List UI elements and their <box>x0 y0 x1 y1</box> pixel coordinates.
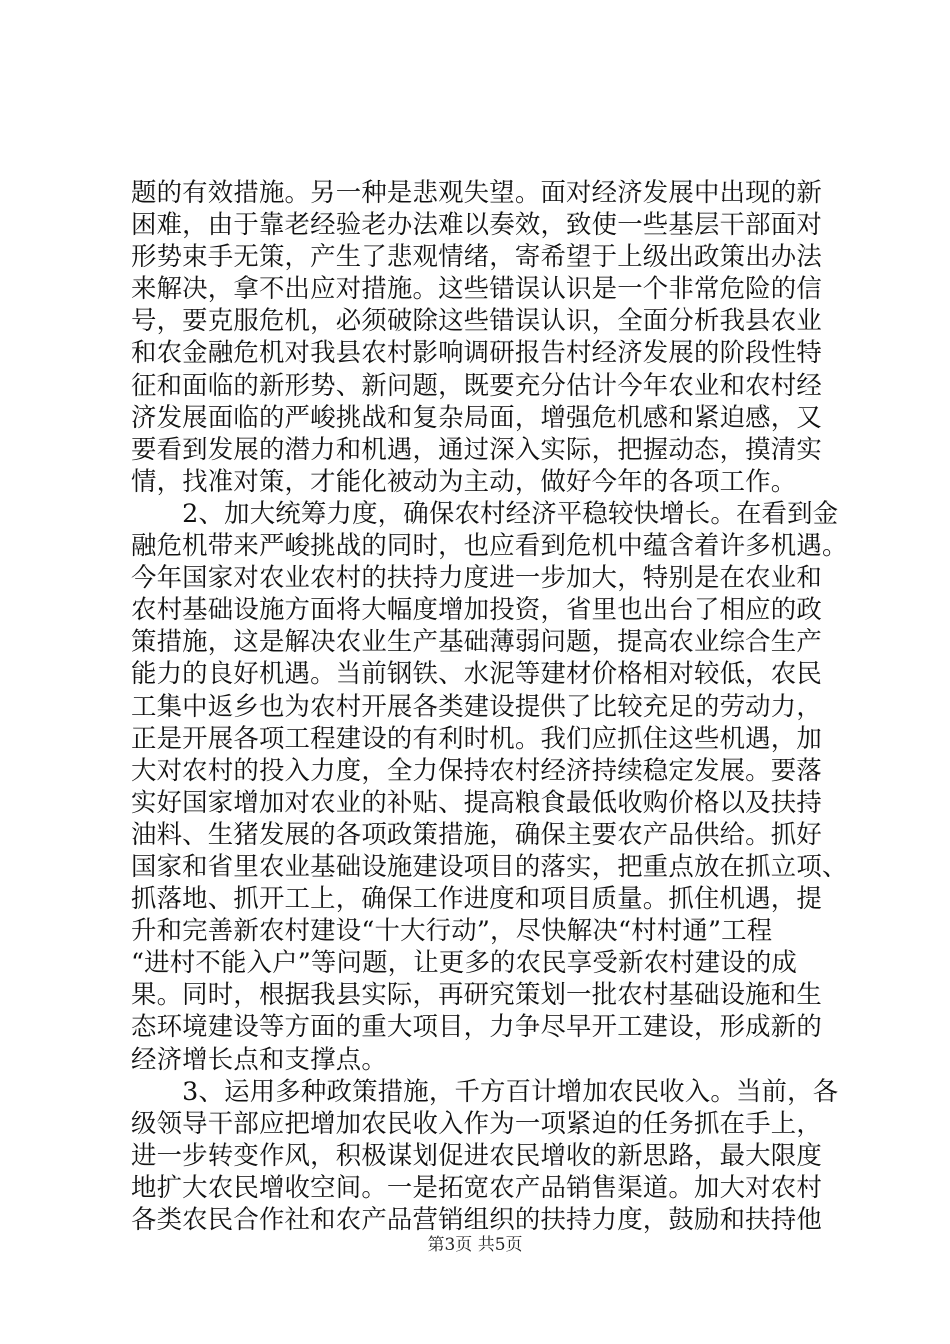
text-line: 国家和省里农业基础设施建设项目的落实，把重点放在抓立项、 <box>131 850 848 881</box>
text-line: 进一步转变作风，积极谋划促进农民增收的新思路，最大限度 <box>131 1139 822 1170</box>
text-line: 济发展面临的严峻挑战和复杂局面，增强危机感和紧迫感，又 <box>131 401 822 432</box>
text-line: 今年国家对农业农村的扶持力度进一步加大，特别是在农业和 <box>131 562 822 593</box>
text-line: 号，要克服危机，必须破除这些错误认识，全面分析我县农业 <box>131 305 822 336</box>
text-line: 3、运用多种政策措施，千方百计增加农民收入。当前，各 <box>131 1075 839 1106</box>
text-line: 来解决，拿不出应对措施。这些错误认识是一个非常危险的信 <box>131 273 822 304</box>
text-line: 征和面临的新形势、新问题，既要充分估计今年农业和农村经 <box>131 369 822 400</box>
text-line: “进村不能入户”等问题，让更多的农民享受新农村建设的成 <box>131 947 798 978</box>
body-text <box>131 176 848 1235</box>
text-line: 级领导干部应把增加农民收入作为一项紧迫的任务抓在手上， <box>131 1107 822 1138</box>
text-line: 抓落地、抓开工上，确保工作进度和项目质量。抓住机遇，提 <box>131 883 822 914</box>
page-footer: 第3页 共5页 <box>427 1235 523 1255</box>
text-line: 融危机带来严峻挑战的同时，也应看到危机中蕴含着许多机遇。 <box>131 530 848 561</box>
text-line: 态环境建设等方面的重大项目，力争尽早开工建设，形成新的 <box>131 1011 822 1042</box>
text-line: 经济增长点和支撑点。 <box>131 1043 387 1074</box>
text-line: 地扩大农民增收空间。一是拓宽农产品销售渠道。加大对农村 <box>131 1171 822 1202</box>
text-line: 能力的良好机遇。当前钢铁、水泥等建材价格相对较低，农民 <box>131 658 822 689</box>
text-line: 形势束手无策，产生了悲观情绪，寄希望于上级出政策出办法 <box>131 241 822 272</box>
text-line: 策措施，这是解决农业生产基础薄弱问题，提高农业综合生产 <box>131 626 822 657</box>
text-line: 果。同时，根据我县实际，再研究策划一批农村基础设施和生 <box>131 979 822 1010</box>
text-line: 正是开展各项工程建设的有利时机。我们应抓住这些机遇，加 <box>131 722 822 753</box>
text-line: 油料、生猪发展的各项政策措施，确保主要农产品供给。抓好 <box>131 818 822 849</box>
text-line: 升和完善新农村建设“十大行动”，尽快解决“村村通”工程 <box>131 915 773 946</box>
text-line: 要看到发展的潜力和机遇，通过深入实际，把握动态，摸清实 <box>131 433 822 464</box>
text-line: 农村基础设施方面将大幅度增加投资，省里也出台了相应的政 <box>131 594 822 625</box>
text-line: 题的有效措施。另一种是悲观失望。面对经济发展中出现的新 <box>131 177 822 207</box>
text-line: 情，找准对策，才能化被动为主动，做好今年的各项工作。 <box>131 465 797 496</box>
text-line: 工集中返乡也为农村开展各类建设提供了比较充足的劳动力， <box>131 690 822 721</box>
text-line: 实好国家增加对农业的补贴、提高粮食最低收购价格以及扶持 <box>131 786 822 817</box>
text-line: 2、加大统筹力度，确保农村经济平稳较快增长。在看到金 <box>131 497 839 528</box>
text-line: 各类农民合作社和农产品营销组织的扶持力度，鼓励和扶持他 <box>131 1204 822 1234</box>
text-line: 大对农村的投入力度，全力保持农村经济持续稳定发展。要落 <box>131 754 822 785</box>
text-line: 困难，由于靠老经验老办法难以奏效，致使一些基层干部面对 <box>131 209 822 240</box>
text-line: 和农金融危机对我县农村影响调研报告村经济发展的阶段性特 <box>131 337 822 368</box>
